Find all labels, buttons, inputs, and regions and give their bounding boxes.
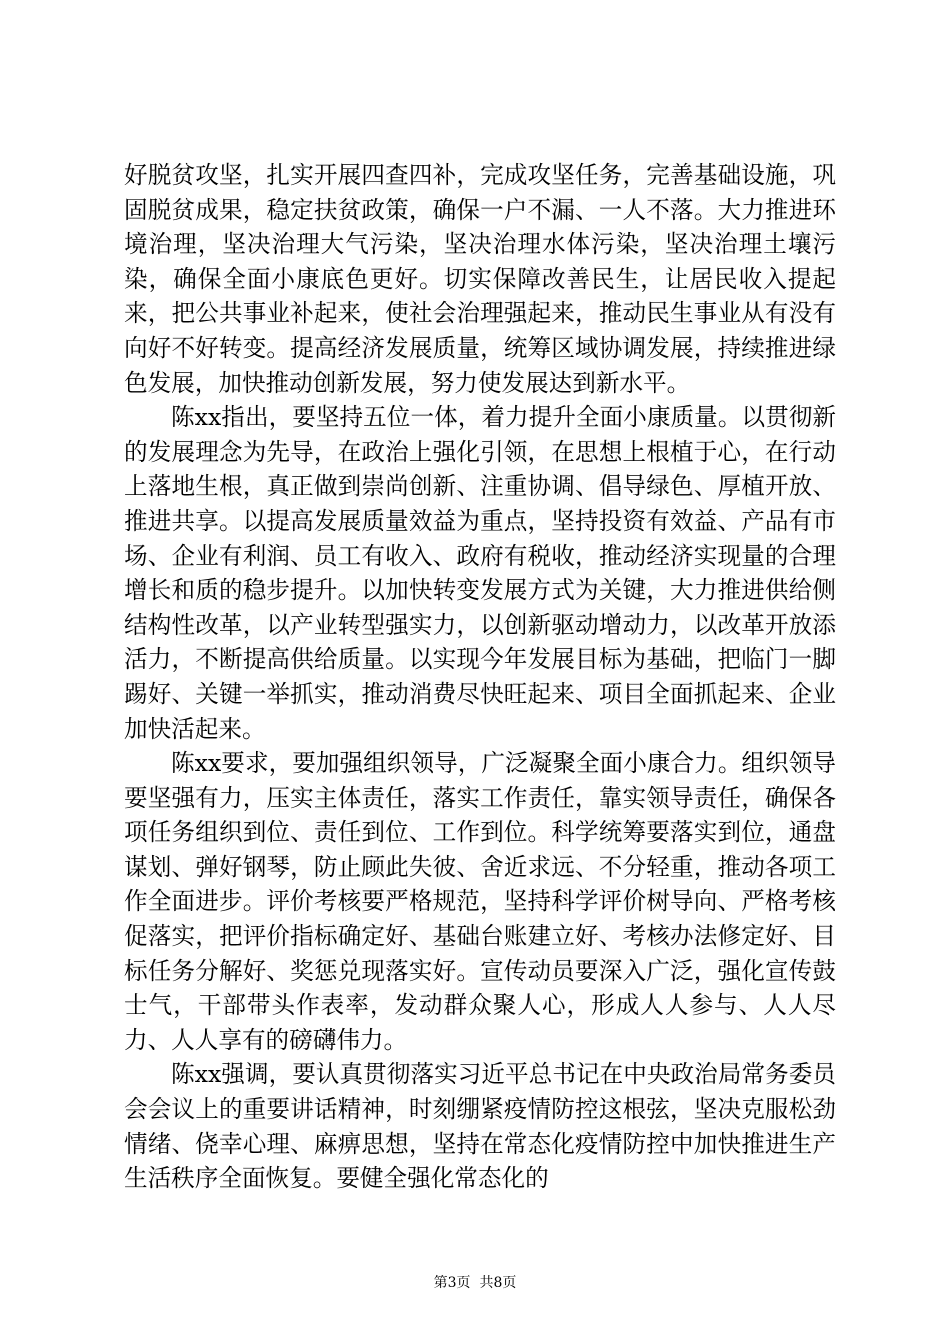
paragraph-1: 好脱贫攻坚，扎实开展四查四补，完成攻坚任务，完善基础设施，巩固脱贫成果，稳定扶贫政策，确保一户不漏、一人不落。大力推进环境治理，坚决治理大气污染，坚决治理水体污染，坚决治理土壤污染，确保全面小康底色更好。切实保障改善民生，让居民收入提起来，把公共事业补起来，使社会治理强起来，推动民生事业从有没有向好不好转变。提高经济发展质量，统筹区域协调发展，持续推进绿色发展，加快推动创新发展，努力使发展达到新水平。 [124,161,836,397]
page-number-label: 第3页 共8页 [433,1275,517,1291]
page-footer [0,1272,950,1292]
paragraph-2: 陈xx指出，要坚持五位一体，着力提升全面小康质量。以贯彻新的发展理念为先导，在政治上强化引领，在思想上根植于心，在行动上落地生根，真正做到崇尚创新、注重协调、倡导绿色、厚植开放、推进共享。以提高发展质量效益为重点，坚持投资有效益、产品有市场、企业有利润、员工有收入、政府有税收，推动经济实现量的合理增长和质的稳步提升。以加快转变发展方式为关键，大力推进供给侧结构性改革，以产业转型强实力，以创新驱动增动力，以改革开放添活力，不断提高供给质量。以实现今年发展目标为基础，把临门一脚踢好、关键一举抓实，推动消费尽快旺起来、项目全面抓起来、企业加快活起来。 [124,403,836,743]
document-body [124,158,836,1196]
paragraph-4: 陈xx强调，要认真贯彻落实习近平总书记在中央政治局常务委员会会议上的重要讲话精神，时刻绷紧疫情防控这根弦，坚决克服松劲情绪、侥幸心理、麻痹思想，坚持在常态化疫情防控中加快推进生产生活秩序全面恢复。要健全强化常态化的 [124,1060,836,1193]
paragraph-3: 陈xx要求，要加强组织领导，广泛凝聚全面小康合力。组织领导要坚强有力，压实主体责任，落实工作责任，靠实领导责任，确保各项任务组织到位、责任到位、工作到位。科学统筹要落实到位，通盘谋划、弹好钢琴，防止顾此失彼、舍近求远、不分轻重，推动各项工作全面进步。评价考核要严格规范，坚持科学评价树导向、严格考核促落实，把评价指标确定好、基础台账建立好、考核办法修定好、目标任务分解好、奖惩兑现落实好。宣传动员要深入广泛，强化宣传鼓士气，干部带头作表率，发动群众聚人心，形成人人参与、人人尽力、人人享有的磅礴伟力。 [124,749,836,1054]
